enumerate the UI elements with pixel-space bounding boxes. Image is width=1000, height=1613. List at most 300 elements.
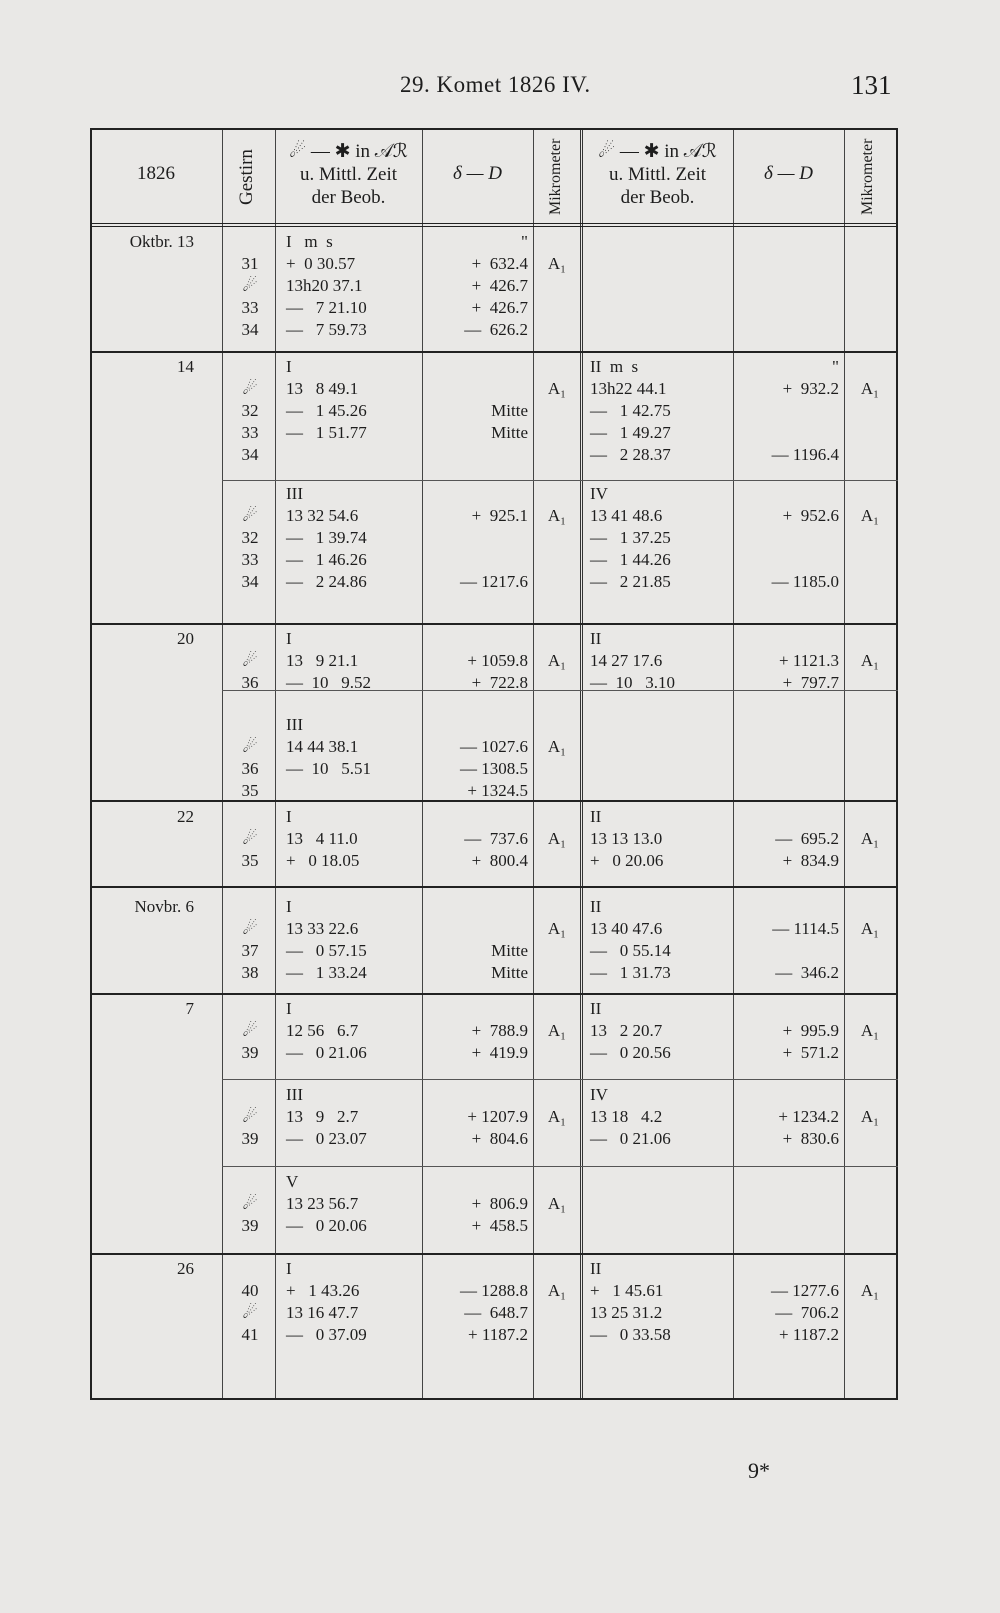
declination-left: [426, 896, 528, 984]
time-difference-left-line: + 0 18.05: [286, 851, 360, 870]
declination-right: [737, 356, 839, 466]
time-difference-right: [590, 998, 730, 1064]
time-difference-left-line: — 0 21.06: [286, 1043, 367, 1062]
declination-left-line: [426, 444, 528, 466]
time-difference-right-line: + 1 45.61: [590, 1281, 664, 1300]
time-difference-right: [590, 896, 730, 984]
micrometer-right-line: [848, 998, 892, 1020]
declination-left-line: [426, 378, 528, 400]
time-difference-right: [590, 806, 730, 872]
declination-left: [426, 714, 528, 802]
declination-left-line: + 419.9: [471, 1043, 528, 1062]
declination-left-line: [426, 896, 528, 918]
declination-left-line: — 1027.6: [460, 737, 528, 756]
time-difference-left: [286, 1171, 420, 1237]
time-difference-right: [590, 483, 730, 593]
micrometer-left: [537, 1258, 577, 1302]
declination-right-line: [737, 1258, 839, 1280]
time-difference-right-line: 13 2 20.7: [590, 1021, 663, 1040]
micrometer-left-line: A₁: [547, 919, 567, 938]
declination-right-line: [737, 400, 839, 422]
time-difference-left: [286, 998, 420, 1064]
col-rule: [533, 128, 534, 1400]
declination-left-line: + 632.4: [471, 254, 528, 273]
time-difference-left-line: — 2 24.86: [286, 572, 367, 591]
time-difference-right-line: 13 25 31.2: [590, 1303, 663, 1322]
micrometer-right-line: [848, 806, 892, 828]
group-date: 22: [177, 807, 194, 826]
micrometer-left: [537, 714, 577, 758]
declination-right-line: [737, 483, 839, 505]
declination-right: [737, 896, 839, 984]
time-difference-right-line: 14 27 17.6: [590, 651, 663, 670]
micrometer-right: [848, 628, 892, 672]
star-column: [230, 896, 270, 984]
time-difference-left: [286, 806, 420, 872]
group-rule: [90, 993, 898, 995]
header-diff-left: ☄ — ✱ in 𝒜ℛ u. Mittl. Zeit der Beob.: [289, 141, 408, 208]
star-column-line: ☄: [242, 737, 258, 756]
declination-left-line: [426, 483, 528, 505]
micrometer-left: [537, 483, 577, 527]
declination-right-line: + 830.6: [782, 1129, 839, 1148]
star-column-line: 33: [241, 423, 259, 442]
declination-left: [426, 356, 528, 466]
time-difference-left-line: — 1 51.77: [286, 423, 367, 442]
declination-left-line: [426, 628, 528, 650]
star-column-line: ☄: [242, 1303, 258, 1322]
micrometer-left-line: [537, 231, 577, 253]
star-column: [230, 231, 270, 341]
time-difference-left-line: — 1 45.26: [286, 401, 367, 420]
declination-left: [426, 1258, 528, 1346]
group-date: 14: [177, 357, 194, 376]
header-rule: [90, 223, 898, 227]
group-date: 26: [177, 1259, 194, 1278]
declination-left-line: + 800.4: [471, 851, 528, 870]
micrometer-right-line: A₁: [860, 1281, 880, 1300]
declination-right: [737, 628, 839, 694]
micrometer-left-line: [537, 714, 577, 736]
star-column-line: 36: [241, 673, 259, 692]
declination-left-line: + 1207.9: [467, 1107, 528, 1126]
star-column-line: ☄: [242, 1021, 258, 1040]
declination-left-line: [426, 714, 528, 736]
declination-right-line: + 571.2: [782, 1043, 839, 1062]
star-column-line: [230, 806, 270, 828]
declination-right-line: [737, 628, 839, 650]
declination-right-line: [737, 896, 839, 918]
declination-left-line: + 788.9: [471, 1021, 528, 1040]
declination-right-line: [737, 527, 839, 549]
star-column-line: [230, 1258, 270, 1280]
time-difference-left-line: I: [286, 357, 292, 376]
time-difference-left-line: — 1 33.24: [286, 963, 367, 982]
star-column-line: 32: [241, 401, 259, 420]
time-difference-left: [286, 231, 420, 341]
declination-right-line: [737, 806, 839, 828]
time-difference-right-line: II: [590, 807, 602, 826]
micrometer-left: [537, 1171, 577, 1215]
time-difference-left-line: III: [286, 484, 303, 503]
declination-right: [737, 1258, 839, 1346]
declination-left-line: [426, 1171, 528, 1193]
time-difference-left: [286, 714, 420, 802]
declination-left-line: — 1308.5: [460, 759, 528, 778]
micrometer-left-line: [537, 628, 577, 650]
declination-right: [737, 998, 839, 1064]
time-difference-left-line: [286, 780, 420, 802]
star-column-line: 35: [241, 851, 259, 870]
header-diff-right: ☄ — ✱ in 𝒜ℛ u. Mittl. Zeit der Beob.: [598, 141, 717, 208]
star-column-line: 41: [241, 1325, 259, 1344]
header-dd-right: δ — D: [764, 163, 813, 184]
micrometer-left-line: [537, 998, 577, 1020]
micrometer-left-line: A₁: [547, 737, 567, 756]
declination-right-line: + 1121.3: [779, 651, 839, 670]
time-difference-right-line: II: [590, 1259, 602, 1278]
declination-right-line: — 346.2: [775, 963, 839, 982]
micrometer-left: [537, 231, 577, 275]
declination-right-line: + 797.7: [782, 673, 839, 692]
micrometer-left: [537, 998, 577, 1042]
star-column-line: ☄: [242, 276, 258, 295]
star-column-line: 39: [241, 1043, 259, 1062]
col-rule: [733, 128, 734, 1400]
micrometer-left-line: A₁: [547, 1194, 567, 1213]
star-column-line: [230, 356, 270, 378]
time-difference-right-line: — 2 28.37: [590, 445, 671, 464]
time-difference-left-line: 13 4 11.0: [286, 829, 358, 848]
declination-right-line: + 834.9: [782, 851, 839, 870]
star-column: [230, 628, 270, 694]
time-difference-right-line: — 0 55.14: [590, 941, 671, 960]
micrometer-left-line: [537, 1258, 577, 1280]
group-rule: [90, 623, 898, 625]
declination-left-line: [426, 1258, 528, 1280]
declination-left: [426, 483, 528, 593]
declination-left-line: + 458.5: [471, 1216, 528, 1235]
declination-left: [426, 231, 528, 341]
star-column-line: [230, 1171, 270, 1193]
time-difference-left-line: I: [286, 897, 292, 916]
declination-left-line: — 1288.8: [460, 1281, 528, 1300]
star-column-line: 39: [241, 1216, 259, 1235]
star-column-line: 34: [241, 445, 259, 464]
star-column-line: 33: [241, 298, 259, 317]
time-difference-left-line: III: [286, 1085, 303, 1104]
time-difference-right-line: + 0 20.06: [590, 851, 664, 870]
declination-right-line: + 995.9: [782, 1021, 839, 1040]
header-date: 1826: [137, 163, 175, 184]
micrometer-right-line: A₁: [860, 1107, 880, 1126]
time-difference-right-line: — 0 33.58: [590, 1325, 671, 1344]
star-column-line: [230, 231, 270, 253]
page-number: 131: [851, 70, 892, 100]
micrometer-left: [537, 806, 577, 850]
star-column-line: [230, 483, 270, 505]
micrometer-left-line: [537, 1171, 577, 1193]
declination-left: [426, 628, 528, 694]
time-difference-right: [590, 628, 730, 694]
star-column-line: 40: [241, 1281, 259, 1300]
time-difference-left-line: 12 56 6.7: [286, 1021, 359, 1040]
micrometer-left-line: [537, 356, 577, 378]
declination-right-line: — 1185.0: [771, 572, 839, 591]
time-difference-left: [286, 1258, 420, 1346]
micrometer-left-line: [537, 1084, 577, 1106]
micrometer-right-line: [848, 1084, 892, 1106]
star-column-line: 32: [241, 528, 259, 547]
micrometer-left-line: A₁: [547, 506, 567, 525]
table-border-bottom: [90, 1398, 898, 1400]
header-dd-left: δ — D: [453, 163, 502, 184]
group-rule: [90, 351, 898, 353]
star-column: [230, 806, 270, 872]
declination-right-line: — 1196.4: [771, 445, 839, 464]
time-difference-left-line: I: [286, 999, 292, 1018]
time-difference-left-line: — 1 39.74: [286, 528, 367, 547]
col-rule: [422, 128, 423, 1400]
declination-right-line: — 706.2: [775, 1303, 839, 1322]
declination-left-line: [426, 549, 528, 571]
declination-right-line: — 1114.5: [772, 919, 839, 938]
header-mikrometer-right: Mikrometer: [859, 138, 876, 216]
micrometer-right-line: A₁: [860, 651, 880, 670]
time-difference-left: [286, 483, 420, 593]
time-difference-left: [286, 628, 420, 694]
declination-left: [426, 806, 528, 872]
star-column-line: [230, 628, 270, 650]
group-date: 20: [177, 629, 194, 648]
declination-left-line: Mitte: [491, 963, 528, 982]
star-column: [230, 714, 270, 802]
star-column-line: ☄: [242, 506, 258, 525]
micrometer-right-line: [848, 628, 892, 650]
time-difference-left-line: + 1 43.26: [286, 1281, 360, 1300]
declination-left-line: + 1187.2: [468, 1325, 528, 1344]
micrometer-left-line: A₁: [547, 1107, 567, 1126]
header-mikrometer-left: Mikrometer: [547, 138, 564, 216]
time-difference-left-line: — 0 23.07: [286, 1129, 367, 1148]
col-rule: [275, 128, 276, 1400]
group-date: Oktbr. 13: [129, 232, 194, 251]
micrometer-left: [537, 356, 577, 400]
time-difference-right-line: II: [590, 897, 602, 916]
col-rule-double: [580, 128, 583, 1400]
star-column-line: 37: [241, 941, 259, 960]
time-difference-left-line: — 10 9.52: [286, 673, 371, 692]
star-column: [230, 1084, 270, 1150]
micrometer-left-line: [537, 483, 577, 505]
sub-rule: [222, 1079, 898, 1080]
declination-left: [426, 998, 528, 1064]
star-column-line: 36: [241, 759, 259, 778]
declination-left-line: — 626.2: [464, 320, 528, 339]
time-difference-left-line: III: [286, 715, 303, 734]
micrometer-left-line: [537, 896, 577, 918]
micrometer-right-line: [848, 483, 892, 505]
declination-left-line: Mitte: [491, 423, 528, 442]
declination-left-line: [426, 527, 528, 549]
time-difference-left: [286, 896, 420, 984]
declination-left: [426, 1084, 528, 1150]
time-difference-right-line: — 2 21.85: [590, 572, 671, 591]
folio-signature: 9*: [748, 1458, 770, 1483]
star-column: [230, 356, 270, 466]
micrometer-left-line: A₁: [547, 1021, 567, 1040]
time-difference-left: [286, 356, 420, 466]
time-difference-right-line: — 0 20.56: [590, 1043, 671, 1062]
star-column-line: 35: [241, 781, 259, 800]
time-difference-right-line: 13 18 4.2: [590, 1107, 663, 1126]
time-difference-right-line: II m s: [590, 357, 639, 376]
star-column-line: 38: [241, 963, 259, 982]
declination-right-line: [737, 940, 839, 962]
declination-right-line: ": [832, 357, 839, 376]
time-difference-left-line: — 7 59.73: [286, 320, 367, 339]
time-difference-left-line: — 0 37.09: [286, 1325, 367, 1344]
group-date: Novbr. 6: [134, 897, 194, 916]
micrometer-left-line: A₁: [547, 651, 567, 670]
group-rule: [90, 886, 898, 888]
time-difference-right-line: — 1 37.25: [590, 528, 671, 547]
star-column-line: 31: [241, 254, 259, 273]
declination-left-line: Mitte: [491, 401, 528, 420]
declination-right: [737, 1084, 839, 1150]
star-column-line: ☄: [242, 829, 258, 848]
declination-left-line: + 925.1: [471, 506, 528, 525]
time-difference-left-line: I m s: [286, 232, 333, 251]
time-difference-left-line: 13 9 21.1: [286, 651, 359, 670]
micrometer-right: [848, 1084, 892, 1128]
declination-left-line: Mitte: [491, 941, 528, 960]
micrometer-right-line: A₁: [860, 1021, 880, 1040]
micrometer-right-line: [848, 896, 892, 918]
declination-left-line: + 1324.5: [467, 781, 528, 800]
declination-left-line: + 806.9: [471, 1194, 528, 1213]
time-difference-left-line: 13 9 2.7: [286, 1107, 359, 1126]
declination-left-line: + 426.7: [471, 298, 528, 317]
declination-left-line: + 1059.8: [467, 651, 528, 670]
micrometer-left-line: [537, 806, 577, 828]
declination-left: [426, 1171, 528, 1237]
time-difference-left-line: V: [286, 1172, 299, 1191]
star-column-line: ☄: [242, 919, 258, 938]
time-difference-right-line: — 1 44.26: [590, 550, 671, 569]
observation-table: [90, 128, 898, 1400]
time-difference-right-line: — 1 49.27: [590, 423, 671, 442]
star-column-line: ☄: [242, 651, 258, 670]
declination-right-line: + 1187.2: [779, 1325, 839, 1344]
star-column: [230, 1171, 270, 1237]
time-difference-left-line: I: [286, 629, 292, 648]
micrometer-left-line: A₁: [547, 254, 567, 273]
time-difference-right-line: 13 41 48.6: [590, 506, 663, 525]
declination-right: [737, 806, 839, 872]
time-difference-right-line: IV: [590, 1085, 608, 1104]
time-difference-right-line: — 1 31.73: [590, 963, 671, 982]
micrometer-right-line: [848, 356, 892, 378]
star-column: [230, 483, 270, 593]
micrometer-left: [537, 628, 577, 672]
star-column-line: [230, 714, 270, 736]
time-difference-left-line: 13 33 22.6: [286, 919, 359, 938]
time-difference-right-line: 13 40 47.6: [590, 919, 663, 938]
star-column-line: ☄: [242, 1107, 258, 1126]
group-rule: [90, 1253, 898, 1255]
time-difference-right-line: IV: [590, 484, 608, 503]
star-column-line: ☄: [242, 1194, 258, 1213]
declination-right-line: [737, 549, 839, 571]
star-column-line: 34: [241, 320, 259, 339]
star-column-line: ☄: [242, 379, 258, 398]
micrometer-right: [848, 483, 892, 527]
time-difference-left-line: 13 23 56.7: [286, 1194, 359, 1213]
running-head-title: 29. Komet 1826 IV.: [400, 72, 591, 97]
star-column: [230, 1258, 270, 1346]
time-difference-right: [590, 356, 730, 466]
declination-left-line: [426, 918, 528, 940]
micrometer-left-line: A₁: [547, 1281, 567, 1300]
time-difference-left-line: I: [286, 1259, 292, 1278]
declination-right-line: + 952.6: [782, 506, 839, 525]
time-difference-left-line: — 1 46.26: [286, 550, 367, 569]
time-difference-right-line: — 10 3.10: [590, 673, 675, 692]
time-difference-left-line: 14 44 38.1: [286, 737, 359, 756]
time-difference-right-line: 13 13 13.0: [590, 829, 663, 848]
time-difference-right: [590, 1258, 730, 1346]
declination-left-line: + 722.8: [471, 673, 528, 692]
micrometer-right: [848, 806, 892, 850]
running-head: [0, 68, 1000, 108]
sub-rule: [222, 1166, 898, 1167]
table-border-top: [90, 128, 898, 130]
table-border-right: [896, 128, 898, 1400]
time-difference-left-line: + 0 30.57: [286, 254, 356, 273]
declination-right-line: + 932.2: [782, 379, 839, 398]
micrometer-right-line: A₁: [860, 829, 880, 848]
declination-right: [737, 483, 839, 593]
star-column-line: 39: [241, 1129, 259, 1148]
declination-left-line: — 1217.6: [460, 572, 528, 591]
time-difference-left-line: — 7 21.10: [286, 298, 367, 317]
declination-right-line: — 695.2: [775, 829, 839, 848]
declination-right-line: — 1277.6: [771, 1281, 839, 1300]
group-date: 7: [185, 999, 194, 1018]
micrometer-right: [848, 896, 892, 940]
micrometer-right-line: A₁: [860, 379, 880, 398]
declination-left-line: — 737.6: [464, 829, 528, 848]
col-rule: [222, 128, 223, 1400]
declination-right-line: + 1234.2: [778, 1107, 839, 1126]
time-difference-right-line: II: [590, 629, 602, 648]
star-column-line: [230, 998, 270, 1020]
star-column: [230, 998, 270, 1064]
declination-left-line: [426, 998, 528, 1020]
time-difference-left-line: I: [286, 807, 292, 826]
header-gestirn: Gestirn: [236, 149, 257, 205]
star-column-line: [230, 896, 270, 918]
micrometer-right: [848, 1258, 892, 1302]
micrometer-right-line: A₁: [860, 506, 880, 525]
declination-left-line: ": [521, 232, 528, 251]
declination-left-line: + 804.6: [471, 1129, 528, 1148]
declination-left-line: — 648.7: [464, 1303, 528, 1322]
declination-right-line: [737, 422, 839, 444]
declination-left-line: [426, 356, 528, 378]
time-difference-left-line: 13 32 54.6: [286, 506, 359, 525]
